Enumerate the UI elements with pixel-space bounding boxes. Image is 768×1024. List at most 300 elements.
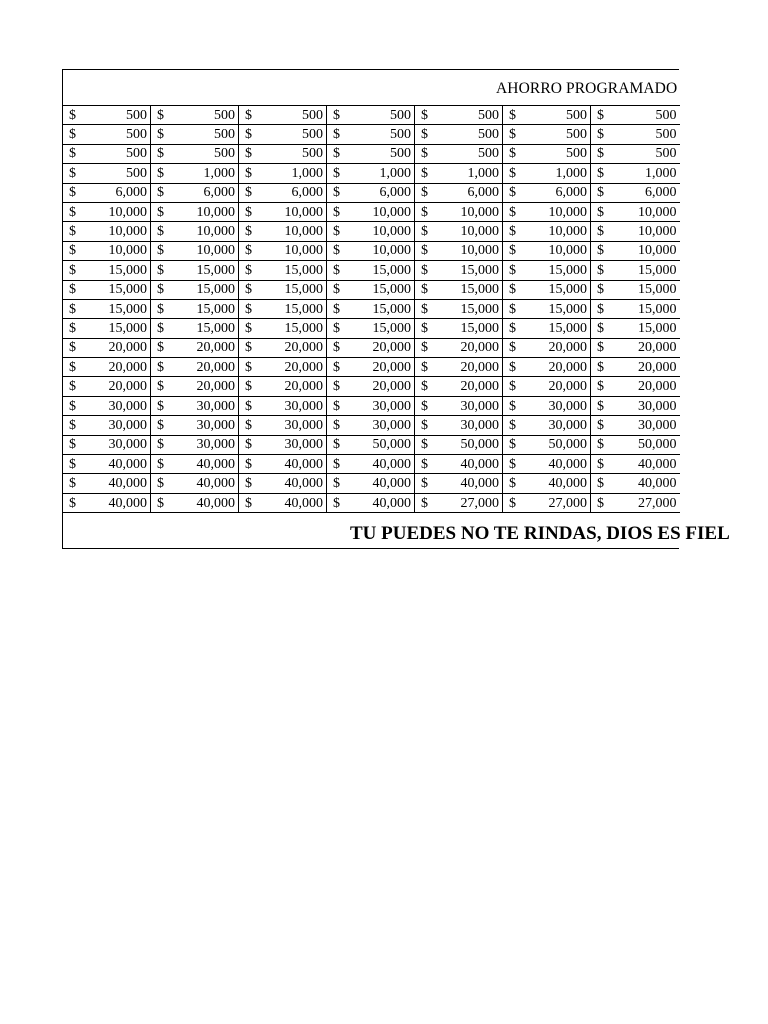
currency-symbol: $	[245, 320, 252, 336]
amount-value: 30,000	[284, 417, 323, 433]
table-cell[interactable]	[239, 474, 327, 493]
currency-symbol: $	[421, 417, 428, 433]
table-cell[interactable]	[503, 474, 591, 493]
amount-value: 15,000	[284, 320, 323, 336]
amount-value: 27,000	[548, 495, 587, 511]
table-cell[interactable]	[591, 416, 680, 435]
table-cell[interactable]	[151, 358, 239, 377]
table-cell[interactable]	[415, 493, 503, 512]
table-cell[interactable]	[151, 396, 239, 415]
currency-symbol: $	[69, 243, 76, 259]
table-row	[63, 493, 680, 512]
amount-value: 50,000	[460, 437, 499, 453]
table-row	[63, 125, 680, 144]
table-cell[interactable]	[415, 396, 503, 415]
amount-value: 40,000	[460, 456, 499, 472]
table-cell[interactable]	[591, 338, 680, 357]
currency-symbol: $	[597, 107, 604, 123]
table-cell[interactable]	[415, 125, 503, 144]
currency-symbol: $	[421, 185, 428, 201]
amount-value: 15,000	[638, 262, 677, 278]
currency-symbol: $	[69, 146, 76, 162]
table-cell[interactable]	[591, 144, 680, 163]
currency-symbol: $	[333, 146, 340, 162]
table-cell[interactable]	[503, 455, 591, 474]
table-cell[interactable]	[415, 455, 503, 474]
table-cell[interactable]	[591, 164, 680, 183]
table-cell[interactable]	[63, 493, 151, 512]
amount-value: 40,000	[638, 456, 677, 472]
currency-symbol: $	[421, 165, 428, 181]
table-cell[interactable]	[63, 474, 151, 493]
currency-symbol: $	[69, 320, 76, 336]
currency-symbol: $	[245, 301, 252, 317]
amount-value: 40,000	[196, 495, 235, 511]
table-cell[interactable]	[151, 280, 239, 299]
table-cell[interactable]	[415, 106, 503, 125]
table-cell[interactable]	[327, 299, 415, 318]
amount-value: 20,000	[638, 379, 677, 395]
amount-value: 20,000	[548, 340, 587, 356]
table-cell[interactable]	[239, 125, 327, 144]
table-cell[interactable]	[239, 493, 327, 512]
table-cell[interactable]	[591, 319, 680, 338]
table-cell[interactable]	[415, 474, 503, 493]
table-cell[interactable]	[415, 416, 503, 435]
currency-symbol: $	[509, 282, 516, 298]
table-cell[interactable]	[327, 222, 415, 241]
currency-symbol: $	[69, 127, 76, 143]
amount-value: 15,000	[196, 320, 235, 336]
amount-value: 6,000	[467, 185, 499, 201]
table-cell[interactable]	[415, 299, 503, 318]
table-cell[interactable]	[327, 241, 415, 260]
table-cell[interactable]	[503, 164, 591, 183]
currency-symbol: $	[157, 379, 164, 395]
currency-symbol: $	[333, 165, 340, 181]
table-cell[interactable]	[63, 396, 151, 415]
table-cell[interactable]	[327, 106, 415, 125]
table-cell[interactable]	[63, 299, 151, 318]
currency-symbol: $	[597, 127, 604, 143]
table-cell[interactable]	[151, 319, 239, 338]
table-cell[interactable]	[327, 377, 415, 396]
table-cell[interactable]	[327, 493, 415, 512]
table-cell[interactable]	[503, 493, 591, 512]
currency-symbol: $	[421, 204, 428, 220]
table-cell[interactable]	[503, 202, 591, 221]
amount-value: 15,000	[196, 282, 235, 298]
amount-value: 15,000	[284, 262, 323, 278]
table-cell[interactable]	[503, 144, 591, 163]
currency-symbol: $	[333, 224, 340, 240]
table-cell[interactable]	[239, 435, 327, 454]
currency-symbol: $	[421, 224, 428, 240]
table-row	[63, 299, 680, 318]
table-cell[interactable]	[591, 493, 680, 512]
currency-symbol: $	[245, 456, 252, 472]
table-cell[interactable]	[151, 474, 239, 493]
table-cell[interactable]	[415, 261, 503, 280]
table-cell[interactable]	[327, 280, 415, 299]
amount-value: 15,000	[108, 282, 147, 298]
table-cell[interactable]	[239, 183, 327, 202]
amount-value: 15,000	[108, 262, 147, 278]
amount-value: 10,000	[108, 243, 147, 259]
currency-symbol: $	[157, 282, 164, 298]
table-cell[interactable]	[151, 125, 239, 144]
table-cell[interactable]	[151, 377, 239, 396]
amount-value: 15,000	[548, 320, 587, 336]
currency-symbol: $	[245, 243, 252, 259]
amount-value: 15,000	[108, 320, 147, 336]
table-cell[interactable]	[591, 455, 680, 474]
table-cell[interactable]	[327, 202, 415, 221]
currency-symbol: $	[69, 165, 76, 181]
amount-value: 15,000	[548, 301, 587, 317]
amount-value: 30,000	[196, 437, 235, 453]
table-cell[interactable]	[151, 106, 239, 125]
currency-symbol: $	[597, 204, 604, 220]
table-row	[63, 280, 680, 299]
currency-symbol: $	[421, 262, 428, 278]
table-cell[interactable]	[63, 435, 151, 454]
currency-symbol: $	[69, 379, 76, 395]
currency-symbol: $	[157, 204, 164, 220]
amount-value: 20,000	[548, 379, 587, 395]
table-cell[interactable]	[503, 319, 591, 338]
table-cell[interactable]	[591, 261, 680, 280]
table-cell[interactable]	[151, 416, 239, 435]
table-cell[interactable]	[503, 416, 591, 435]
amount-value: 500	[390, 146, 411, 162]
table-cell[interactable]	[327, 338, 415, 357]
table-cell[interactable]	[591, 202, 680, 221]
table-cell[interactable]	[415, 164, 503, 183]
table-cell[interactable]	[239, 358, 327, 377]
amount-value: 500	[566, 127, 587, 143]
table-cell[interactable]	[327, 261, 415, 280]
table-cell[interactable]	[63, 261, 151, 280]
table-cell[interactable]	[239, 241, 327, 260]
table-cell[interactable]	[151, 222, 239, 241]
table-cell[interactable]	[415, 319, 503, 338]
amount-value: 50,000	[372, 437, 411, 453]
table-cell[interactable]	[591, 377, 680, 396]
table-cell[interactable]	[591, 435, 680, 454]
currency-symbol: $	[421, 301, 428, 317]
table-cell[interactable]	[503, 261, 591, 280]
amount-value: 20,000	[284, 359, 323, 375]
amount-value: 20,000	[284, 379, 323, 395]
table-cell[interactable]	[63, 319, 151, 338]
table-cell[interactable]	[239, 338, 327, 357]
table-cell[interactable]	[591, 222, 680, 241]
amount-value: 50,000	[548, 437, 587, 453]
table-cell[interactable]	[239, 396, 327, 415]
currency-symbol: $	[597, 185, 604, 201]
amount-value: 6,000	[203, 185, 235, 201]
amount-value: 10,000	[460, 224, 499, 240]
currency-symbol: $	[333, 495, 340, 511]
currency-symbol: $	[69, 456, 76, 472]
amount-value: 20,000	[108, 379, 147, 395]
table-cell[interactable]	[415, 338, 503, 357]
amount-value: 500	[655, 127, 677, 143]
amount-value: 15,000	[196, 301, 235, 317]
table-cell[interactable]	[239, 416, 327, 435]
table-cell[interactable]	[591, 396, 680, 415]
table-cell[interactable]	[239, 261, 327, 280]
currency-symbol: $	[245, 185, 252, 201]
table-cell[interactable]	[415, 280, 503, 299]
amount-value: 20,000	[196, 359, 235, 375]
table-cell[interactable]	[151, 202, 239, 221]
spreadsheet	[62, 69, 730, 549]
amount-value: 500	[390, 127, 411, 143]
table-row	[63, 106, 680, 125]
table-cell[interactable]	[415, 435, 503, 454]
table-cell[interactable]	[151, 144, 239, 163]
table-cell[interactable]	[327, 435, 415, 454]
table-cell[interactable]	[503, 125, 591, 144]
amount-value: 1,000	[467, 165, 499, 181]
table-cell[interactable]	[503, 222, 591, 241]
currency-symbol: $	[69, 282, 76, 298]
amount-value: 40,000	[548, 456, 587, 472]
amount-value: 500	[126, 165, 147, 181]
amount-value: 30,000	[638, 417, 677, 433]
table-cell[interactable]	[591, 106, 680, 125]
amount-value: 30,000	[196, 417, 235, 433]
table-cell[interactable]	[415, 183, 503, 202]
amount-value: 500	[302, 107, 323, 123]
table-cell[interactable]	[327, 455, 415, 474]
table-cell[interactable]	[239, 202, 327, 221]
table-cell[interactable]	[327, 358, 415, 377]
table-row	[63, 358, 680, 377]
amount-value: 1,000	[379, 165, 411, 181]
table-row	[63, 474, 680, 493]
currency-symbol: $	[421, 340, 428, 356]
table-cell[interactable]	[415, 202, 503, 221]
table-cell[interactable]	[63, 338, 151, 357]
table-cell[interactable]	[63, 106, 151, 125]
currency-symbol: $	[69, 301, 76, 317]
currency-symbol: $	[597, 243, 604, 259]
amount-value: 500	[126, 146, 147, 162]
amount-value: 15,000	[372, 301, 411, 317]
table-cell[interactable]	[239, 222, 327, 241]
amount-value: 10,000	[372, 204, 411, 220]
table-cell[interactable]	[591, 183, 680, 202]
table-cell[interactable]	[151, 164, 239, 183]
amount-value: 500	[566, 107, 587, 123]
currency-symbol: $	[333, 262, 340, 278]
currency-symbol: $	[245, 282, 252, 298]
footer-row	[62, 513, 730, 549]
table-cell[interactable]	[239, 106, 327, 125]
amount-value: 20,000	[108, 340, 147, 356]
currency-symbol: $	[157, 340, 164, 356]
amount-value: 500	[655, 146, 677, 162]
currency-symbol: $	[69, 398, 76, 414]
currency-symbol: $	[421, 437, 428, 453]
savings-table-body	[63, 106, 680, 513]
table-cell[interactable]	[503, 280, 591, 299]
table-cell[interactable]	[503, 396, 591, 415]
currency-symbol: $	[421, 359, 428, 375]
currency-symbol: $	[509, 495, 516, 511]
table-cell[interactable]	[63, 377, 151, 396]
currency-symbol: $	[157, 495, 164, 511]
table-cell[interactable]	[239, 144, 327, 163]
table-cell[interactable]	[63, 164, 151, 183]
table-cell[interactable]	[239, 319, 327, 338]
table-cell[interactable]	[63, 222, 151, 241]
currency-symbol: $	[421, 476, 428, 492]
table-cell[interactable]	[327, 319, 415, 338]
table-cell[interactable]	[63, 202, 151, 221]
table-cell[interactable]	[63, 280, 151, 299]
currency-symbol: $	[509, 437, 516, 453]
table-cell[interactable]	[63, 416, 151, 435]
currency-symbol: $	[509, 340, 516, 356]
currency-symbol: $	[509, 224, 516, 240]
amount-value: 10,000	[196, 224, 235, 240]
table-cell[interactable]	[503, 435, 591, 454]
currency-symbol: $	[597, 146, 604, 162]
table-cell[interactable]	[415, 241, 503, 260]
amount-value: 10,000	[108, 224, 147, 240]
amount-value: 40,000	[372, 456, 411, 472]
table-cell[interactable]	[63, 183, 151, 202]
amount-value: 30,000	[460, 417, 499, 433]
table-cell[interactable]	[503, 358, 591, 377]
currency-symbol: $	[509, 146, 516, 162]
table-cell[interactable]	[415, 144, 503, 163]
table-cell[interactable]	[591, 241, 680, 260]
table-cell[interactable]	[239, 280, 327, 299]
amount-value: 20,000	[460, 379, 499, 395]
amount-value: 40,000	[108, 476, 147, 492]
amount-value: 15,000	[548, 262, 587, 278]
amount-value: 20,000	[460, 359, 499, 375]
currency-symbol: $	[333, 456, 340, 472]
table-cell[interactable]	[591, 280, 680, 299]
currency-symbol: $	[245, 340, 252, 356]
currency-symbol: $	[333, 359, 340, 375]
table-cell[interactable]	[503, 241, 591, 260]
amount-value: 20,000	[372, 359, 411, 375]
amount-value: 30,000	[284, 398, 323, 414]
table-cell[interactable]	[63, 125, 151, 144]
table-cell[interactable]	[327, 144, 415, 163]
currency-symbol: $	[421, 243, 428, 259]
currency-symbol: $	[509, 127, 516, 143]
amount-value: 500	[302, 127, 323, 143]
currency-symbol: $	[69, 437, 76, 453]
table-cell[interactable]	[327, 183, 415, 202]
table-cell[interactable]	[239, 455, 327, 474]
table-row	[63, 319, 680, 338]
table-cell[interactable]	[503, 106, 591, 125]
amount-value: 6,000	[555, 185, 587, 201]
currency-symbol: $	[597, 165, 604, 181]
currency-symbol: $	[509, 107, 516, 123]
amount-value: 10,000	[460, 243, 499, 259]
table-cell[interactable]	[591, 358, 680, 377]
table-cell[interactable]	[63, 241, 151, 260]
amount-value: 500	[302, 146, 323, 162]
currency-symbol: $	[509, 476, 516, 492]
table-cell[interactable]	[503, 299, 591, 318]
currency-symbol: $	[157, 359, 164, 375]
table-cell[interactable]	[151, 183, 239, 202]
table-cell[interactable]	[591, 299, 680, 318]
currency-symbol: $	[509, 456, 516, 472]
currency-symbol: $	[421, 398, 428, 414]
currency-symbol: $	[333, 437, 340, 453]
table-cell[interactable]	[63, 455, 151, 474]
currency-symbol: $	[597, 359, 604, 375]
table-cell[interactable]	[503, 338, 591, 357]
amount-value: 30,000	[108, 417, 147, 433]
table-cell[interactable]	[151, 261, 239, 280]
table-cell[interactable]	[63, 358, 151, 377]
table-cell[interactable]	[415, 358, 503, 377]
table-cell[interactable]	[151, 241, 239, 260]
table-cell[interactable]	[327, 125, 415, 144]
table-cell[interactable]	[151, 299, 239, 318]
table-cell[interactable]	[503, 183, 591, 202]
table-cell[interactable]	[327, 474, 415, 493]
table-cell[interactable]	[239, 164, 327, 183]
currency-symbol: $	[421, 320, 428, 336]
table-cell[interactable]	[415, 377, 503, 396]
table-cell[interactable]	[327, 164, 415, 183]
currency-symbol: $	[69, 495, 76, 511]
table-cell[interactable]	[327, 396, 415, 415]
table-row	[63, 435, 680, 454]
table-row	[63, 396, 680, 415]
amount-value: 20,000	[372, 379, 411, 395]
table-cell[interactable]	[239, 299, 327, 318]
table-cell[interactable]	[63, 144, 151, 163]
savings-table	[62, 105, 680, 513]
amount-value: 40,000	[284, 495, 323, 511]
amount-value: 1,000	[645, 165, 677, 181]
table-cell[interactable]	[239, 377, 327, 396]
amount-value: 15,000	[372, 262, 411, 278]
table-row	[63, 261, 680, 280]
table-cell[interactable]	[151, 338, 239, 357]
table-row	[63, 222, 680, 241]
table-cell[interactable]	[151, 493, 239, 512]
table-cell[interactable]	[503, 377, 591, 396]
amount-value: 500	[478, 107, 499, 123]
currency-symbol: $	[597, 224, 604, 240]
table-cell[interactable]	[591, 474, 680, 493]
currency-symbol: $	[157, 107, 164, 123]
table-cell[interactable]	[327, 416, 415, 435]
table-cell[interactable]	[151, 435, 239, 454]
currency-symbol: $	[245, 417, 252, 433]
table-cell[interactable]	[415, 222, 503, 241]
table-cell[interactable]	[151, 455, 239, 474]
table-cell[interactable]	[591, 125, 680, 144]
currency-symbol: $	[333, 185, 340, 201]
